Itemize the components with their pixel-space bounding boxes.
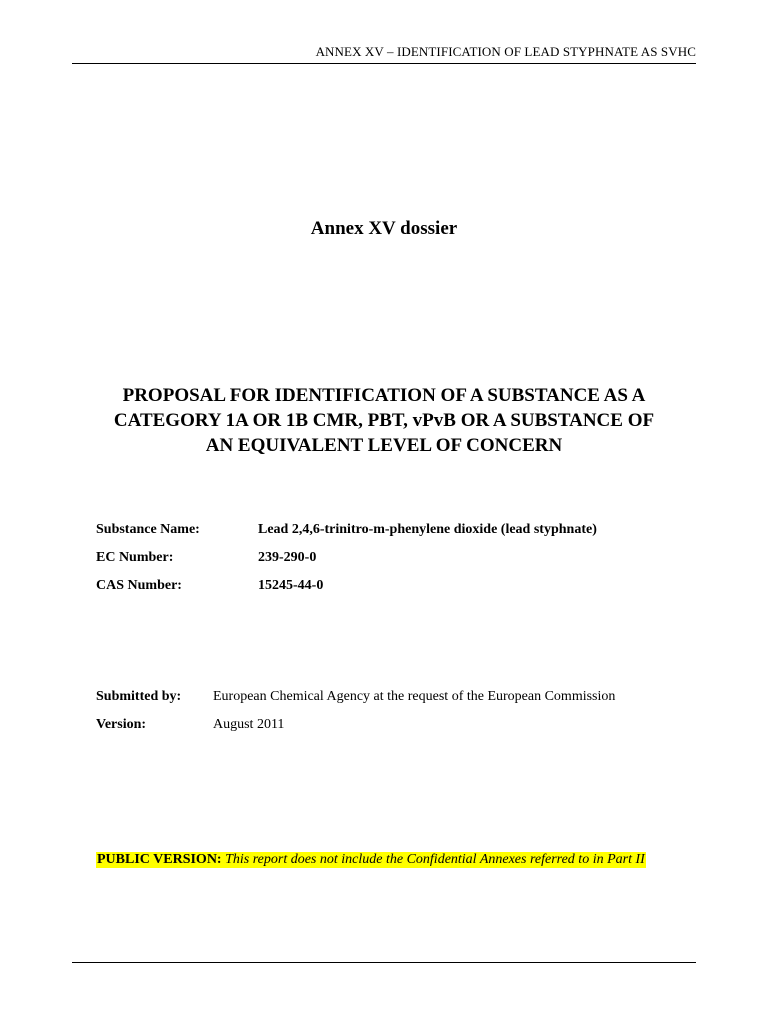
- cas-number-value: 15245-44-0: [258, 578, 324, 593]
- ec-number-label: EC Number:: [96, 550, 174, 565]
- substance-details: [96, 522, 597, 606]
- ec-number-row: [96, 550, 597, 578]
- proposal-title-line-2: CATEGORY 1A OR 1B CMR, PBT, vPvB OR A SUBSTANCE OF: [113, 410, 655, 431]
- cas-number-row: [96, 578, 597, 606]
- public-version-notice: [96, 852, 646, 868]
- submitted-by-value: European Chemical Agency at the request of the European Commission: [213, 689, 616, 704]
- substance-name-row: [96, 522, 597, 550]
- public-version-label: PUBLIC VERSION:: [97, 852, 222, 867]
- submitted-by-row: [96, 689, 615, 717]
- version-row: [96, 717, 615, 745]
- running-header: ANNEX XV – IDENTIFICATION OF LEAD STYPHNATE AS SVHC: [315, 44, 696, 59]
- document-title: Annex XV dossier: [310, 218, 458, 239]
- submitted-by-label: Submitted by:: [96, 689, 182, 704]
- substance-name-label: Substance Name:: [96, 522, 200, 537]
- version-label: Version:: [96, 717, 147, 732]
- ec-number-value: 239-290-0: [258, 550, 317, 565]
- substance-name-value: Lead 2,4,6-trinitro-m-phenylene dioxide (lead styphnate): [258, 522, 597, 537]
- public-version-text: This report does not include the Confidential Annexes referred to in Part II: [225, 852, 645, 867]
- submission-details: [96, 689, 615, 745]
- proposal-title-line-3: AN EQUIVALENT LEVEL OF CONCERN: [205, 435, 563, 456]
- proposal-title-line-1: PROPOSAL FOR IDENTIFICATION OF A SUBSTANCE AS A: [122, 385, 646, 406]
- version-value: August 2011: [213, 717, 285, 732]
- header-divider: [72, 63, 696, 64]
- footer-divider: [72, 962, 696, 963]
- cas-number-label: CAS Number:: [96, 578, 182, 593]
- proposal-title: [72, 383, 696, 458]
